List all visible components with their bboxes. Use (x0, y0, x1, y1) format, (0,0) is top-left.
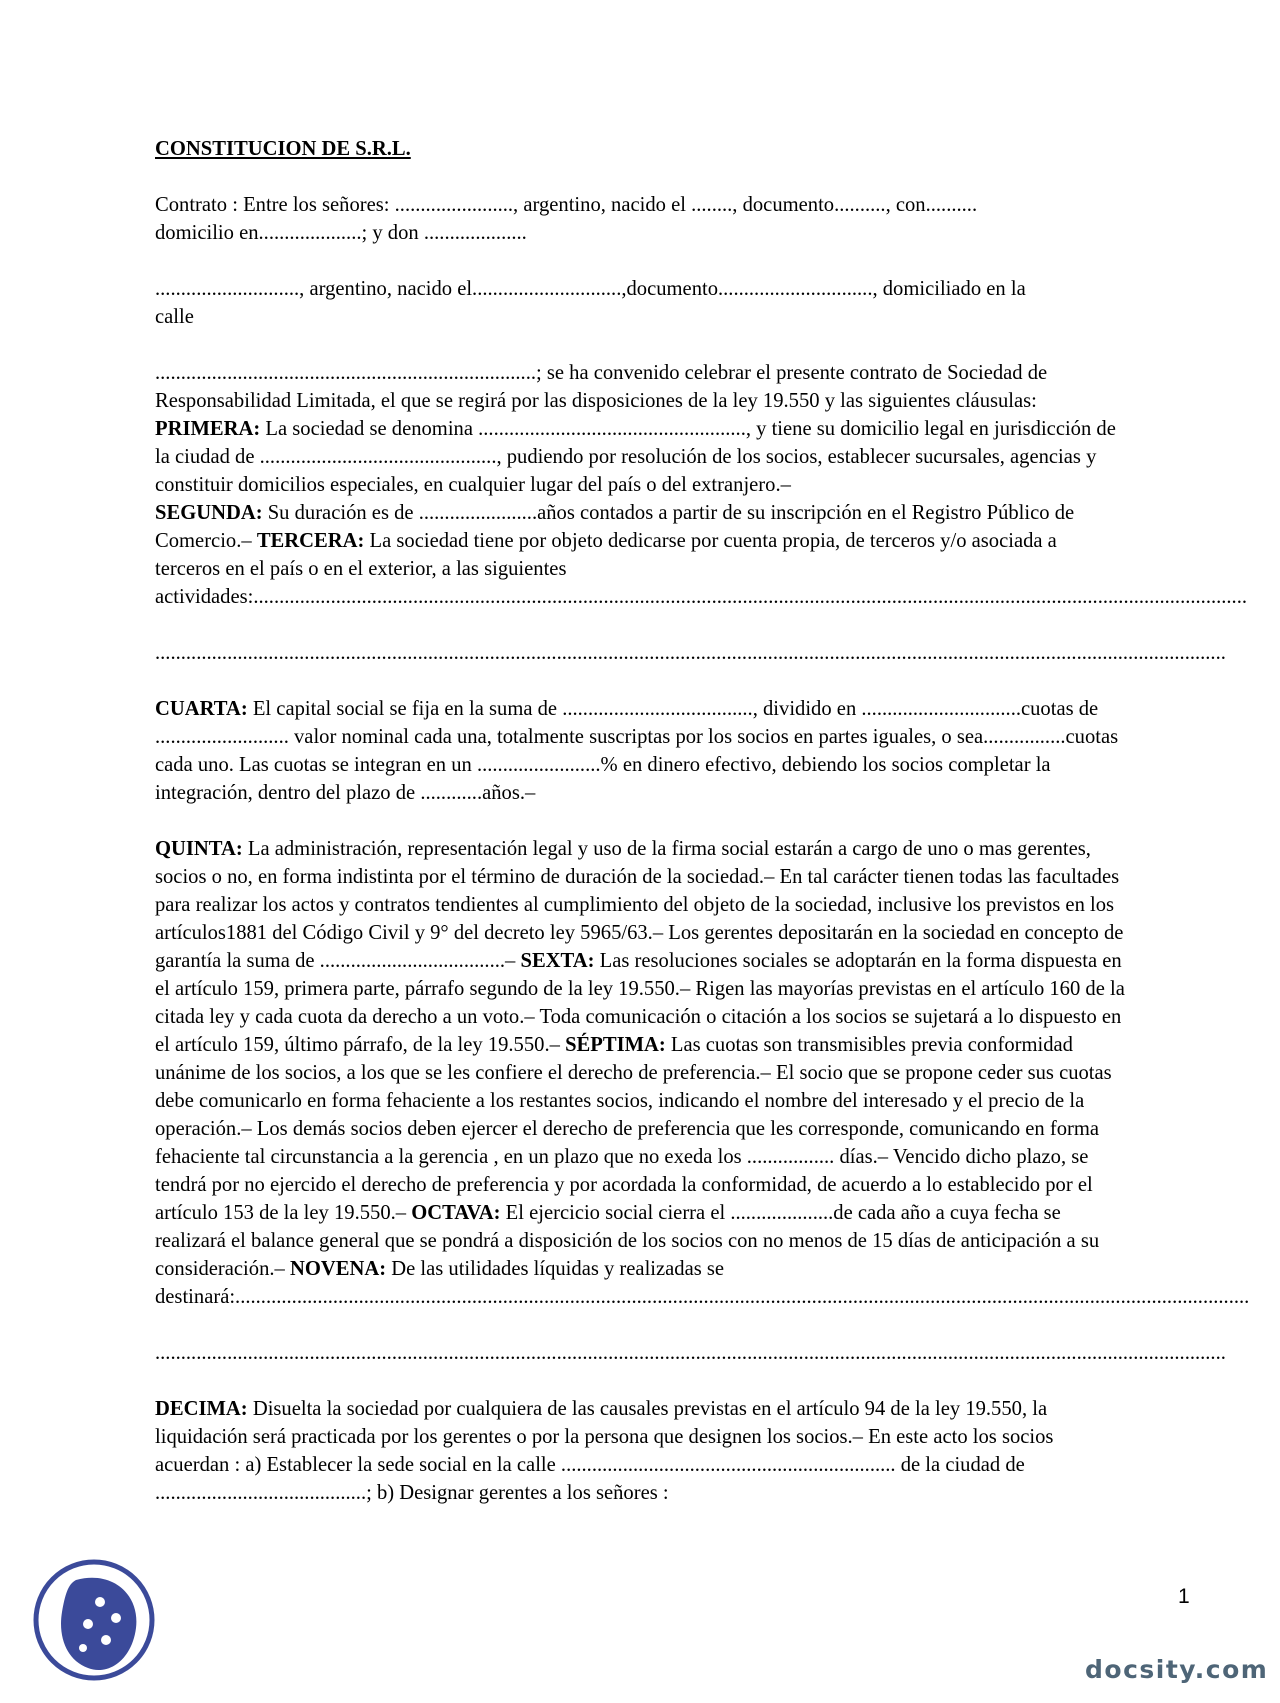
clause-label: SEGUNDA: (155, 502, 263, 524)
clause-text: Las cuotas son transmisibles previa conformidad unánime de los socios, a los que se les confiere el derecho de preferencia.– El socio que se propone ceder sus cuotas debe comunicarlo en forma fehaciente a los restantes socios, indicando el nombre del interesado y el precio de la operación.– Los demás socios deben ejercer el derecho de preferencia que les corresponde, comunicando en forma fehaciente tal circunstancia a la gerencia , en un plazo que no exeda los ................. días.– Vencido dicho plazo, se tendrá por no ejercido el derecho de preferencia y por acordada la conformidad, de acuerdo a lo establecido por el artículo 153 de la ley 19.550.– (155, 1034, 1112, 1224)
fill-line: destinará:..................................................................................................................................................................................................... (155, 1286, 1250, 1308)
clause-segunda-tercera (155, 499, 1115, 583)
clause-decima (155, 1395, 1125, 1507)
clause-quinta-to-novena (155, 835, 1125, 1283)
clause-primera (155, 415, 1120, 499)
clause-label: OCTAVA: (411, 1202, 501, 1224)
clause-text: La sociedad se denomina ...................................................., y tiene su domicilio legal en jurisdicción de la ciudad de .............................................., pudiendo por resolución de los socios, establecer sucursales, agencias y constituir domicilios especiales, en cualquier lugar del país o del extranjero.– (155, 418, 1116, 496)
clause-text: La sociedad tiene por objeto dedicarse por cuenta propia, de terceros y/o asociada a terceros en el país o en el exterior, a las siguientes (155, 530, 1057, 580)
fill-line: actividades:................................................................................................................................................................................................. (155, 586, 1248, 608)
text-line: Contrato : Entre los señores: ......................., argentino, nacido el ........, documento.........., con.......... (155, 194, 978, 216)
page-number: 1 (1178, 1585, 1190, 1608)
fill-line: ................................................................................................................................................................................................................ (155, 1342, 1226, 1364)
text-line: Responsabilidad Limitada, el que se regirá por las disposiciones de la ley 19.550 y las siguientes cláusulas: (155, 390, 1037, 412)
clause-label: SEXTA: (520, 950, 595, 972)
parties-paragraph-1 (155, 191, 1280, 247)
clause-label: DECIMA: (155, 1398, 248, 1420)
clause-text: El ejercicio social cierra el ....................de cada año a cuya fecha se realizará el balance general que se pondrá a disposición de los socios con no menos de 15 días de anticipación a su consideración.– (155, 1202, 1100, 1280)
fill-line: ................................................................................................................................................................................................................ (155, 642, 1226, 664)
clause-label: TERCERA: (256, 530, 365, 552)
clause-label: NOVENA: (289, 1258, 387, 1280)
clause-label: SÉPTIMA: (565, 1034, 666, 1056)
clause-cuarta (155, 695, 1120, 807)
clause-text: Su duración es de .......................años contados a partir de su inscripción en el Registro Público de Comercio.– (155, 502, 1075, 552)
text-line: ............................, argentino, nacido el.............................,documento.............................., domiciliado en la (155, 278, 1026, 300)
clause-text: De las utilidades líquidas y realizadas se (386, 1258, 725, 1280)
docsity-brand[interactable]: docsity.com (1085, 1655, 1269, 1684)
clause-label: PRIMERA: (155, 418, 261, 440)
clause-label: CUARTA: (155, 698, 248, 720)
clauses-paragraph-1 (155, 359, 1280, 611)
clause-text: Disuelta la sociedad por cualquiera de las causales previstas en el artículo 94 de la ley 19.550, la liquidación será practicada por los gerentes o por la persona que designen los socios.– En este acto los socios acuerdan : a) Establecer la sede social en la calle ................................................................. de la ciudad de .........................................; b) Designar gerentes a los señores : (155, 1398, 1054, 1504)
document-title: CONSTITUCION DE S.R.L. (155, 138, 411, 160)
text-line: ..........................................................................; se ha convenido celebrar el presente contrato de Sociedad de (155, 362, 1048, 384)
parties-paragraph-2 (155, 275, 1280, 331)
clause-text: La administración, representación legal y uso de la firma social estarán a cargo de uno o mas gerentes, socios o no, en forma indistinta por el término de duración de la sociedad.– En tal carácter tienen todas las facultades para realizar los actos y contratos tendientes al cumplimiento del objeto de la sociedad, inclusive los previstos en los artículos1881 del Código Civil y 9° del decreto ley 5965/63.– Los gerentes depositarán en la sociedad en concepto de garantía la suma de ....................................– (155, 838, 1124, 972)
docsity-logo-icon (28, 1540, 160, 1690)
clause-text: Las resoluciones sociales se adoptarán en la forma dispuesta en el artículo 159, primera parte, párrafo segundo de la ley 19.550.– Rigen las mayorías previstas en el artículo 160 de la citada ley y cada cuota da derecho a un voto.– Toda comunicación o citación a los socios se sujetará a lo dispuesto en el artículo 159, último párrafo, de la ley 19.550.– (155, 950, 1125, 1056)
clause-label: QUINTA: (155, 838, 243, 860)
text-line: calle (155, 306, 194, 328)
text-line: domicilio en....................; y don .................... (155, 222, 527, 244)
document-body (155, 135, 1280, 1507)
clause-text: El capital social se fija en la suma de ....................................., dividido en ...............................cuotas de .......................... valor nominal cada una, totalmente suscriptas por los socios en partes iguales, o sea................cuotas cada uno. Las cuotas se integran en un ........................% en dinero efectivo, debiendo los socios completar la integración, dentro del plazo de ............años.– (155, 698, 1119, 804)
